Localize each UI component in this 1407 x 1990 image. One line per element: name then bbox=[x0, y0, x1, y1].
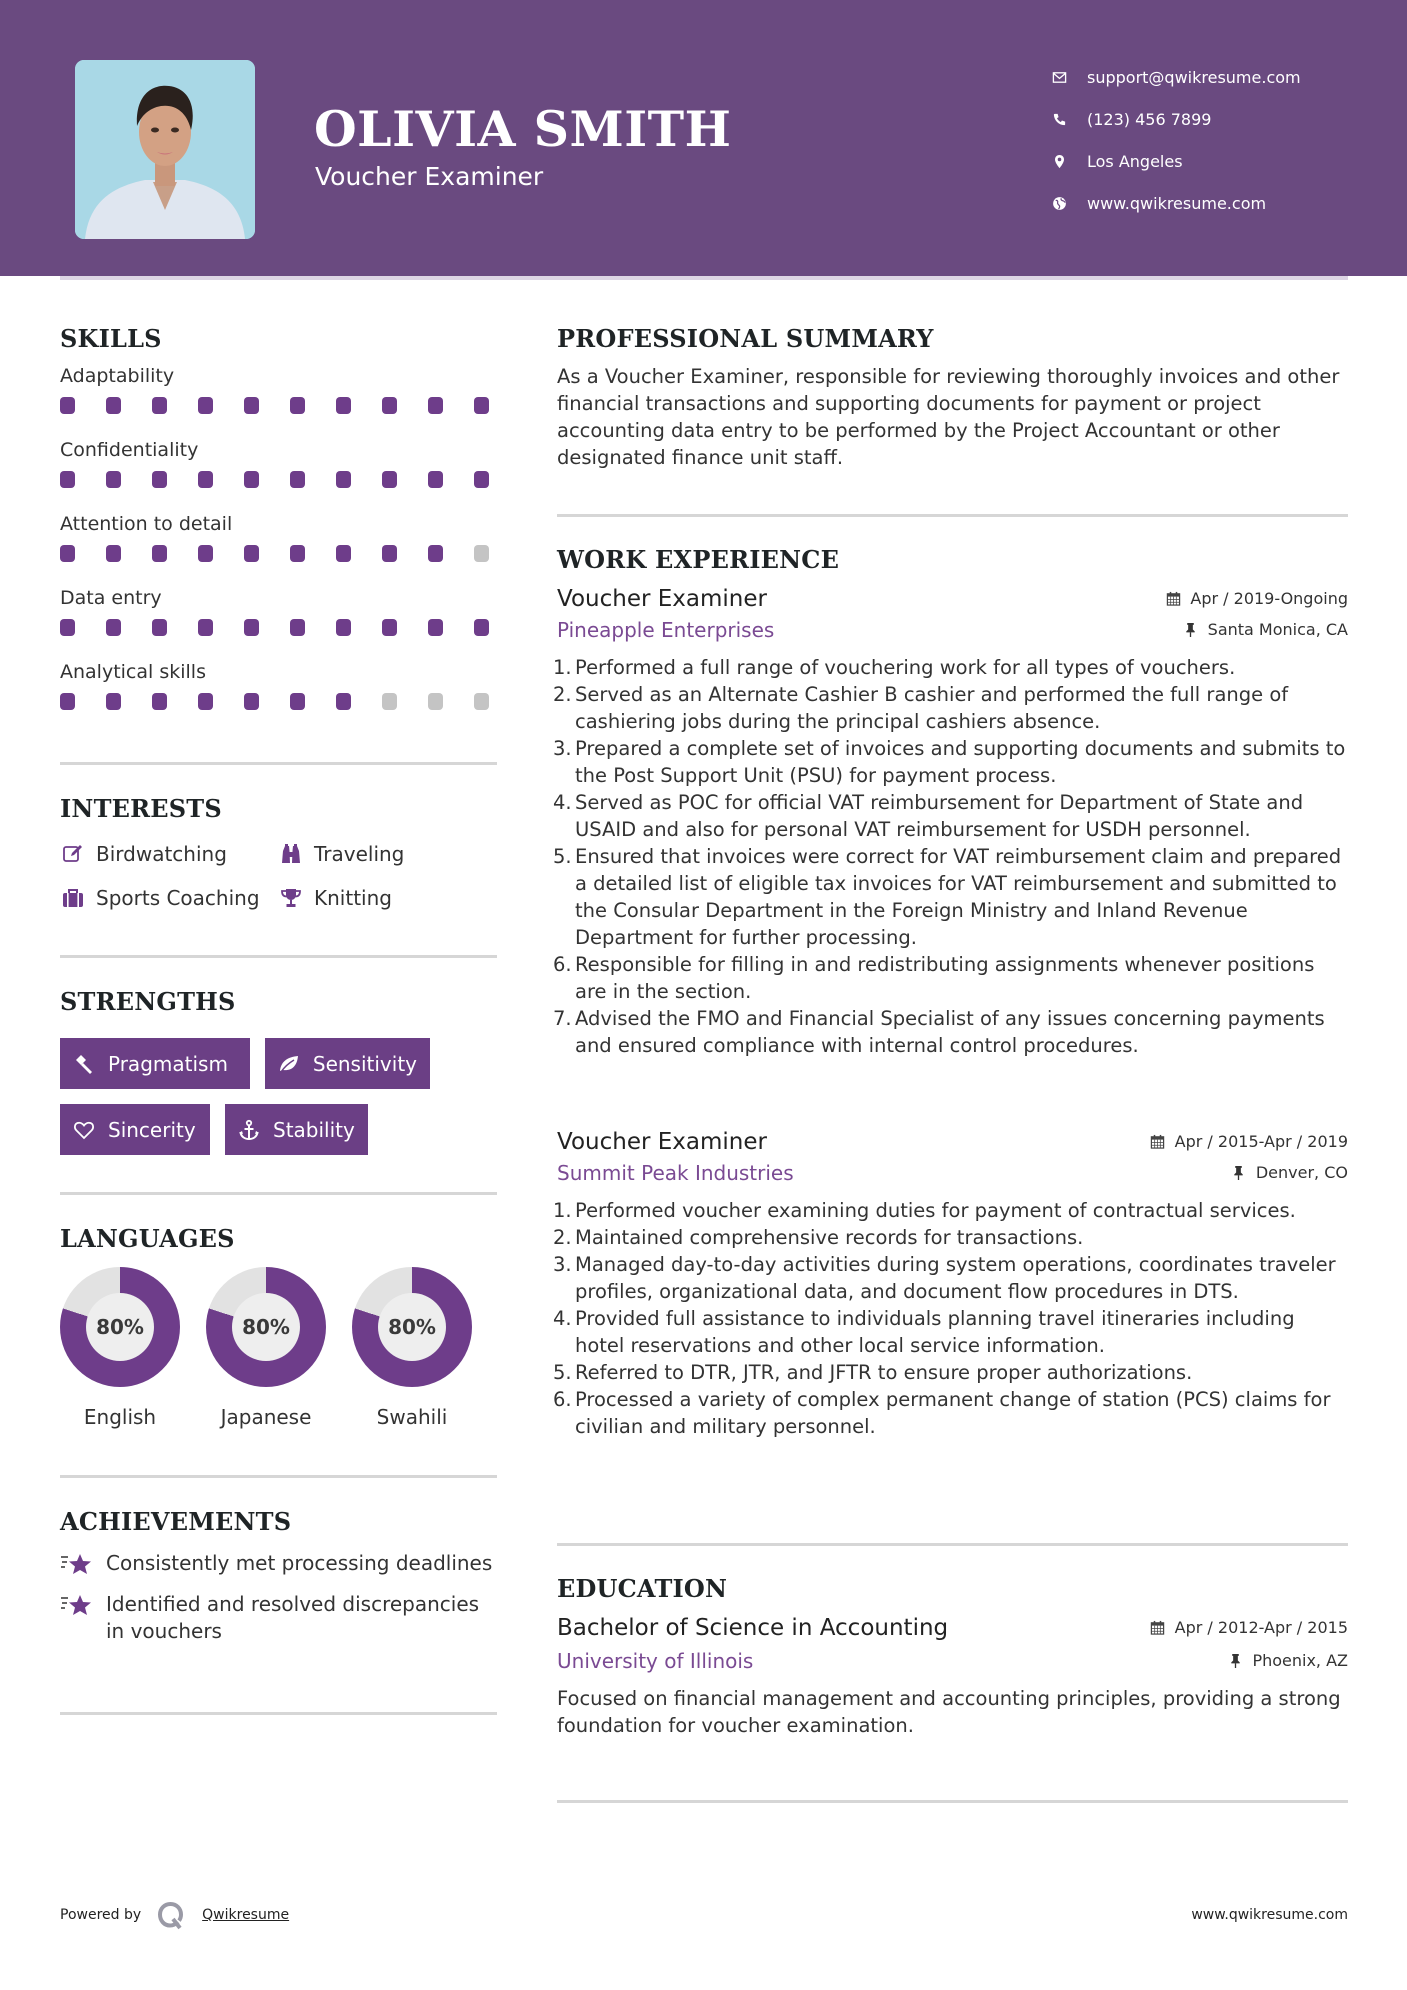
section-divider bbox=[60, 1712, 497, 1715]
contact-location-text: Los Angeles bbox=[1087, 151, 1183, 171]
section-divider bbox=[60, 762, 497, 765]
language-progress-ring bbox=[352, 1267, 472, 1387]
job-dates-text: Apr / 2015-Apr / 2019 bbox=[1174, 1132, 1348, 1151]
skills-list bbox=[60, 362, 489, 732]
skill-rating bbox=[60, 538, 489, 584]
skill-label: Attention to detail bbox=[60, 513, 233, 535]
rating-dot-filled bbox=[290, 471, 305, 488]
rating-dot-filled bbox=[336, 545, 351, 562]
rating-dot-filled bbox=[244, 471, 259, 488]
interests-list bbox=[60, 840, 478, 912]
language-item bbox=[60, 1267, 180, 1429]
duty-item: 3. Prepared a complete set of invoices and supporting documents and submits to the Post Support Unit (PSU) for payment process. bbox=[553, 737, 1346, 787]
education-dates bbox=[1150, 1618, 1348, 1637]
languages-list bbox=[60, 1267, 472, 1429]
interest-item bbox=[278, 884, 478, 912]
rating-dot-empty bbox=[474, 545, 489, 562]
job-header bbox=[557, 586, 1348, 612]
strength-label: Pragmatism bbox=[108, 1051, 228, 1076]
strengths-list bbox=[60, 1038, 497, 1155]
globe-icon bbox=[1048, 194, 1070, 212]
achievement-item bbox=[60, 1591, 501, 1645]
rating-dot-filled bbox=[152, 619, 167, 636]
rating-dot-filled bbox=[428, 619, 443, 636]
languages-section bbox=[60, 1224, 472, 1429]
section-divider bbox=[557, 1543, 1348, 1546]
skills-section bbox=[60, 324, 489, 732]
school-name: University of Illinois bbox=[557, 1649, 754, 1673]
strength-badge bbox=[225, 1104, 368, 1155]
rating-dot-filled bbox=[198, 619, 213, 636]
contact-website[interactable] bbox=[1048, 182, 1301, 224]
education-section bbox=[557, 1574, 1348, 1739]
duty-item: 4. Provided full assistance to individuals planning travel itineraries including hotel reservations and other local service information. bbox=[553, 1307, 1295, 1357]
briefcase-icon bbox=[60, 887, 85, 909]
rating-dot-filled bbox=[60, 471, 75, 488]
strength-badge bbox=[60, 1038, 250, 1089]
strengths-section bbox=[60, 987, 497, 1155]
rating-dot-filled bbox=[290, 693, 305, 710]
job-header bbox=[557, 1129, 1348, 1155]
section-divider bbox=[60, 1475, 497, 1478]
achievement-item bbox=[60, 1550, 501, 1577]
language-percent: 80% bbox=[86, 1293, 154, 1361]
qwikresume-link[interactable]: Qwikresume bbox=[202, 1907, 290, 1923]
rating-dot-filled bbox=[152, 693, 167, 710]
skill-item bbox=[60, 584, 489, 658]
job-location-text: Santa Monica, CA bbox=[1207, 620, 1348, 639]
strength-badge bbox=[265, 1038, 430, 1089]
language-percent: 80% bbox=[232, 1293, 300, 1361]
rating-dot-filled bbox=[244, 545, 259, 562]
rating-dot-filled bbox=[428, 471, 443, 488]
contact-location bbox=[1048, 140, 1301, 182]
skill-item bbox=[60, 436, 489, 510]
language-name: English bbox=[83, 1405, 157, 1429]
strengths-heading: STRENGTHS bbox=[60, 987, 236, 1016]
rating-dot-filled bbox=[428, 545, 443, 562]
candidate-job-title: Voucher Examiner bbox=[315, 162, 544, 191]
skills-heading: SKILLS bbox=[60, 324, 162, 353]
company-name: Summit Peak Industries bbox=[557, 1161, 794, 1185]
job-entry bbox=[553, 1129, 1348, 1440]
rating-dot-filled bbox=[336, 619, 351, 636]
shooting-star-icon bbox=[60, 1551, 94, 1577]
strength-label: Sensitivity bbox=[312, 1051, 417, 1076]
job-location-text: Denver, CO bbox=[1255, 1163, 1348, 1182]
language-item bbox=[352, 1267, 472, 1429]
contact-phone-text: (123) 456 7899 bbox=[1087, 109, 1212, 129]
map-marker-icon bbox=[1048, 152, 1070, 170]
rating-dot-filled bbox=[198, 693, 213, 710]
rating-dot-filled bbox=[244, 397, 259, 414]
language-item bbox=[206, 1267, 326, 1429]
interests-heading: INTERESTS bbox=[60, 794, 222, 823]
section-divider bbox=[557, 1800, 1348, 1803]
rating-dot-filled bbox=[106, 693, 121, 710]
header-underline bbox=[60, 276, 1348, 280]
rating-dot-filled bbox=[244, 693, 259, 710]
education-location-text: Phoenix, AZ bbox=[1252, 1651, 1348, 1670]
duty-item: 6. Responsible for filling in and redistributing assignments whenever positions are in the section. bbox=[553, 953, 1315, 1003]
skill-rating bbox=[60, 612, 489, 658]
achievement-text: Identified and resolved discrepancies in vouchers bbox=[106, 1592, 480, 1643]
rating-dot-filled bbox=[428, 397, 443, 414]
language-progress-ring bbox=[60, 1267, 180, 1387]
skill-item bbox=[60, 510, 489, 584]
achievements-heading: ACHIEVEMENTS bbox=[60, 1507, 292, 1536]
rating-dot-filled bbox=[152, 397, 167, 414]
interest-item bbox=[60, 840, 278, 868]
shooting-star-icon bbox=[60, 1592, 94, 1618]
rating-dot-filled bbox=[336, 693, 351, 710]
trophy-icon bbox=[278, 887, 303, 909]
duty-item: 1. Performed a full range of vouchering work for all types of vouchers. bbox=[553, 656, 1236, 679]
interest-item bbox=[278, 840, 478, 868]
candidate-name: OLIVIA SMITH bbox=[314, 100, 732, 158]
pushpin-icon bbox=[1231, 1165, 1247, 1181]
skill-rating bbox=[60, 464, 489, 510]
heart-icon bbox=[72, 1119, 96, 1141]
profile-photo bbox=[75, 60, 255, 239]
duty-item: 4. Served as POC for official VAT reimbursement for Department of State and USAID and also for personal VAT reimbursement for USDH personnel. bbox=[553, 791, 1304, 841]
anchor-icon bbox=[237, 1119, 261, 1141]
rating-dot-filled bbox=[106, 397, 121, 414]
interest-label: Sports Coaching bbox=[96, 886, 260, 910]
duty-item: 3. Managed day-to-day activities during system operations, coordinates traveler profiles, organizational data, and document flow procedures in DTS. bbox=[553, 1253, 1336, 1303]
education-location bbox=[1227, 1651, 1348, 1670]
duty-item: 1. Performed voucher examining duties for payment of contractual services. bbox=[553, 1199, 1296, 1222]
phone-icon bbox=[1048, 110, 1070, 128]
rating-dot-filled bbox=[106, 471, 121, 488]
skill-label: Adaptability bbox=[60, 365, 175, 387]
section-divider bbox=[557, 514, 1348, 517]
rating-dot-filled bbox=[474, 397, 489, 414]
calendar-icon bbox=[1150, 1620, 1166, 1636]
job-dates bbox=[1150, 1132, 1348, 1151]
summary-heading: PROFESSIONAL SUMMARY bbox=[557, 324, 934, 353]
duty-item: 2. Served as an Alternate Cashier B cashier and performed the full range of cashiering jobs during the principal cashiers absence. bbox=[553, 683, 1289, 733]
contact-email[interactable] bbox=[1048, 56, 1301, 98]
rating-dot-filled bbox=[474, 619, 489, 636]
duty-item: 5. Referred to DTR, JTR, and JFTR to ensure proper authorizations. bbox=[553, 1361, 1193, 1384]
rating-dot-filled bbox=[382, 619, 397, 636]
skill-label: Data entry bbox=[60, 587, 162, 609]
section-divider bbox=[60, 1192, 497, 1195]
edit-icon bbox=[60, 843, 85, 865]
job-title: Voucher Examiner bbox=[557, 1129, 767, 1155]
achievement-text: Consistently met processing deadlines bbox=[106, 1551, 493, 1575]
skill-rating bbox=[60, 686, 489, 732]
job-subheader bbox=[557, 1161, 1348, 1185]
summary-section bbox=[557, 324, 1348, 471]
contact-phone[interactable] bbox=[1048, 98, 1301, 140]
person-portrait-icon bbox=[75, 60, 255, 239]
contact-website-text: www.qwikresume.com bbox=[1087, 193, 1267, 213]
interests-section bbox=[60, 794, 478, 912]
job-duties bbox=[553, 1197, 1348, 1440]
rating-dot-filled bbox=[382, 397, 397, 414]
language-name: Japanese bbox=[220, 1405, 312, 1429]
rating-dot-empty bbox=[474, 693, 489, 710]
powered-by-text: Powered by bbox=[60, 1907, 142, 1923]
gavel-icon bbox=[72, 1053, 96, 1075]
duty-item: 2. Maintained comprehensive records for transactions. bbox=[553, 1226, 1084, 1249]
experience-section bbox=[553, 545, 1348, 1438]
skill-rating bbox=[60, 390, 489, 436]
education-description: Focused on financial management and accounting principles, providing a strong foundation for voucher examination. bbox=[557, 1687, 1341, 1737]
experience-heading: WORK EXPERIENCE bbox=[557, 545, 840, 574]
rating-dot-empty bbox=[382, 693, 397, 710]
language-name: Swahili bbox=[376, 1405, 448, 1429]
envelope-icon bbox=[1048, 68, 1070, 86]
rating-dot-filled bbox=[382, 545, 397, 562]
pushpin-icon bbox=[1227, 1653, 1243, 1669]
job-location bbox=[1231, 1163, 1348, 1182]
footer-website[interactable]: www.qwikresume.com bbox=[1191, 1907, 1348, 1923]
section-divider bbox=[60, 955, 497, 958]
binoculars-icon bbox=[278, 843, 303, 865]
rating-dot-filled bbox=[152, 545, 167, 562]
job-location bbox=[1183, 620, 1348, 639]
education-dates-text: Apr / 2012-Apr / 2015 bbox=[1174, 1618, 1348, 1637]
interest-label: Knitting bbox=[314, 886, 392, 910]
language-percent: 80% bbox=[378, 1293, 446, 1361]
rating-dot-filled bbox=[106, 545, 121, 562]
job-dates-text: Apr / 2019-Ongoing bbox=[1190, 589, 1348, 608]
languages-heading: LANGUAGES bbox=[60, 1224, 235, 1253]
rating-dot-filled bbox=[60, 693, 75, 710]
job-entry bbox=[553, 586, 1348, 1059]
rating-dot-filled bbox=[198, 545, 213, 562]
summary-text: As a Voucher Examiner, responsible for reviewing thoroughly invoices and other financial transactions and supporting documents for payment or project accounting data entry to be performed by the Project Accountant or other designated finance unit staff. bbox=[557, 365, 1340, 469]
contact-list bbox=[1048, 56, 1301, 224]
contact-email-text: support@qwikresume.com bbox=[1087, 67, 1301, 87]
strength-label: Stability bbox=[273, 1117, 355, 1142]
job-dates bbox=[1165, 589, 1348, 608]
rating-dot-filled bbox=[60, 619, 75, 636]
rating-dot-filled bbox=[290, 397, 305, 414]
rating-dot-empty bbox=[428, 693, 443, 710]
rating-dot-filled bbox=[290, 545, 305, 562]
strength-badge bbox=[60, 1104, 210, 1155]
rating-dot-filled bbox=[198, 397, 213, 414]
calendar-icon bbox=[1165, 591, 1181, 607]
pushpin-icon bbox=[1183, 622, 1199, 638]
interest-item bbox=[60, 884, 278, 912]
interest-label: Traveling bbox=[314, 842, 405, 866]
duty-item: 5. Ensured that invoices were correct for VAT reimbursement claim and prepared a detailed list of eligible tax invoices for VAT reimbursement and submitted to the Consular Department in the Foreign Ministry and Inland Revenue Department for further processing. bbox=[553, 845, 1342, 949]
achievements-section bbox=[60, 1507, 501, 1659]
job-subheader bbox=[557, 618, 1348, 642]
rating-dot-filled bbox=[106, 619, 121, 636]
interest-label: Birdwatching bbox=[96, 842, 227, 866]
rating-dot-filled bbox=[382, 471, 397, 488]
language-progress-ring bbox=[206, 1267, 326, 1387]
education-subheader bbox=[557, 1649, 1348, 1673]
strength-label: Sincerity bbox=[108, 1117, 196, 1142]
duty-item: 7. Advised the FMO and Financial Specialist of any issues concerning payments and ensured compliance with internal control procedures. bbox=[553, 1007, 1325, 1057]
rating-dot-filled bbox=[244, 619, 259, 636]
education-header bbox=[557, 1615, 1348, 1641]
rating-dot-filled bbox=[60, 397, 75, 414]
company-name: Pineapple Enterprises bbox=[557, 618, 775, 642]
rating-dot-filled bbox=[198, 471, 213, 488]
degree-title: Bachelor of Science in Accounting bbox=[557, 1615, 949, 1641]
job-title: Voucher Examiner bbox=[557, 586, 767, 612]
rating-dot-filled bbox=[474, 471, 489, 488]
rating-dot-filled bbox=[152, 471, 167, 488]
footer-branding bbox=[60, 1900, 289, 1930]
leaf-icon bbox=[277, 1053, 301, 1075]
qwikresume-logo-icon bbox=[156, 1900, 186, 1930]
skill-label: Analytical skills bbox=[60, 661, 206, 683]
achievements-list bbox=[60, 1550, 501, 1645]
rating-dot-filled bbox=[290, 619, 305, 636]
rating-dot-filled bbox=[336, 397, 351, 414]
rating-dot-filled bbox=[336, 471, 351, 488]
rating-dot-filled bbox=[60, 545, 75, 562]
duty-item: 6. Processed a variety of complex permanent change of station (PCS) claims for civilian and military personnel. bbox=[553, 1388, 1331, 1438]
education-heading: EDUCATION bbox=[557, 1574, 728, 1603]
job-duties bbox=[553, 654, 1348, 1059]
calendar-icon bbox=[1150, 1134, 1166, 1150]
skill-item bbox=[60, 362, 489, 436]
skill-item bbox=[60, 658, 489, 732]
skill-label: Confidentiality bbox=[60, 439, 199, 461]
